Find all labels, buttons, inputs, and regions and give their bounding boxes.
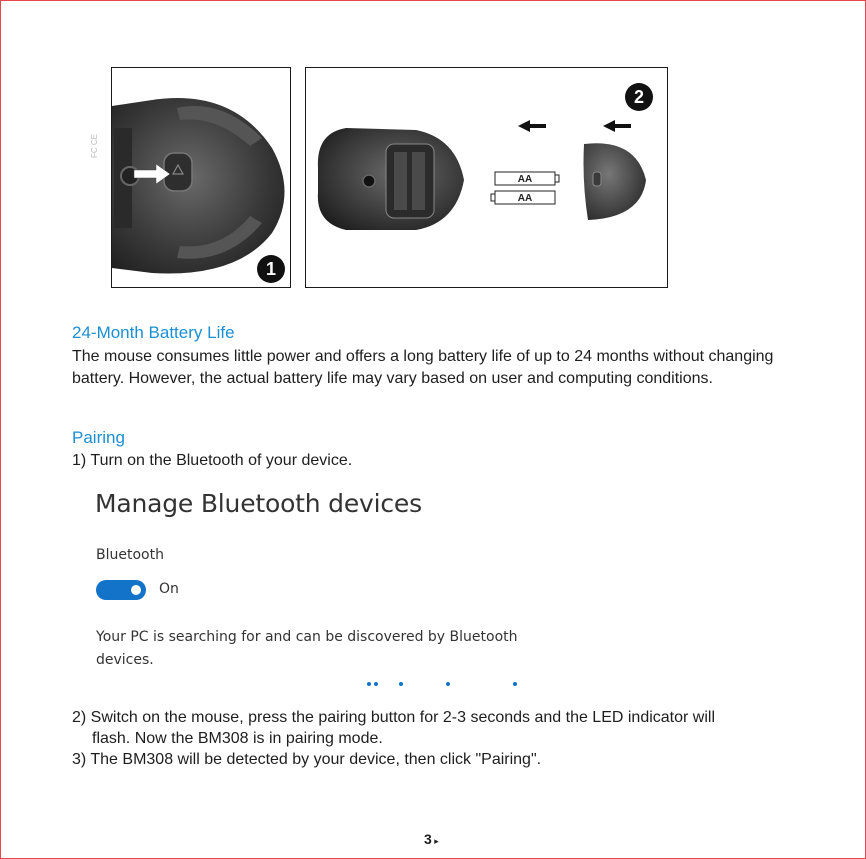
svg-text:1: 1 (265, 259, 277, 279)
battery-life-text: The mouse consumes little power and offers a long battery life of up to 24 months without changing battery. However, the actual battery life may vary based on user and computing conditions. (72, 348, 774, 387)
step-2-badge-icon (624, 82, 654, 112)
battery-install-illustration (306, 68, 667, 287)
toggle-knob (131, 585, 141, 595)
bluetooth-panel-title: Manage Bluetooth devices (95, 489, 422, 518)
pairing-step-2-line-1: 2) Switch on the mouse, press the pairing button for 2-3 seconds and the LED indicator will (72, 709, 716, 726)
progress-dot (446, 682, 450, 686)
progress-dot (367, 682, 371, 686)
page-number-value: 3 (424, 831, 432, 847)
svg-text:AA: AA (517, 193, 533, 204)
progress-dot (399, 682, 403, 686)
pairing-step-3: 3) The BM308 will be detected by your device, then click "Pairing". (72, 751, 542, 768)
bluetooth-toggle-switch[interactable] (96, 580, 146, 600)
svg-text:FC CE: FC CE (90, 134, 99, 158)
progress-dot (374, 682, 378, 686)
step-1-badge-icon (256, 254, 286, 284)
bluetooth-toggle-label: Bluetooth (96, 547, 164, 563)
pairing-step-1: 1) Turn on the Bluetooth of your device. (72, 452, 353, 469)
bluetooth-settings-panel (95, 489, 655, 694)
page-marker-icon: ▸ (431, 836, 439, 846)
page-number (424, 831, 439, 847)
pairing-heading: Pairing (72, 428, 125, 447)
svg-text:2: 2 (633, 87, 645, 107)
figure-mouse-underside (90, 67, 291, 288)
svg-text:AA: AA (517, 174, 533, 185)
progress-dot (513, 682, 517, 686)
figure-battery-install (305, 67, 668, 288)
bluetooth-status-text: Your PC is searching for and can be discovered by Bluetooth devices. (96, 629, 518, 668)
battery-life-heading: 24-Month Battery Life (72, 323, 235, 342)
pairing-step-2-line-2: flash. Now the BM308 is in pairing mode. (92, 730, 383, 747)
bluetooth-toggle-state: On (159, 581, 179, 597)
